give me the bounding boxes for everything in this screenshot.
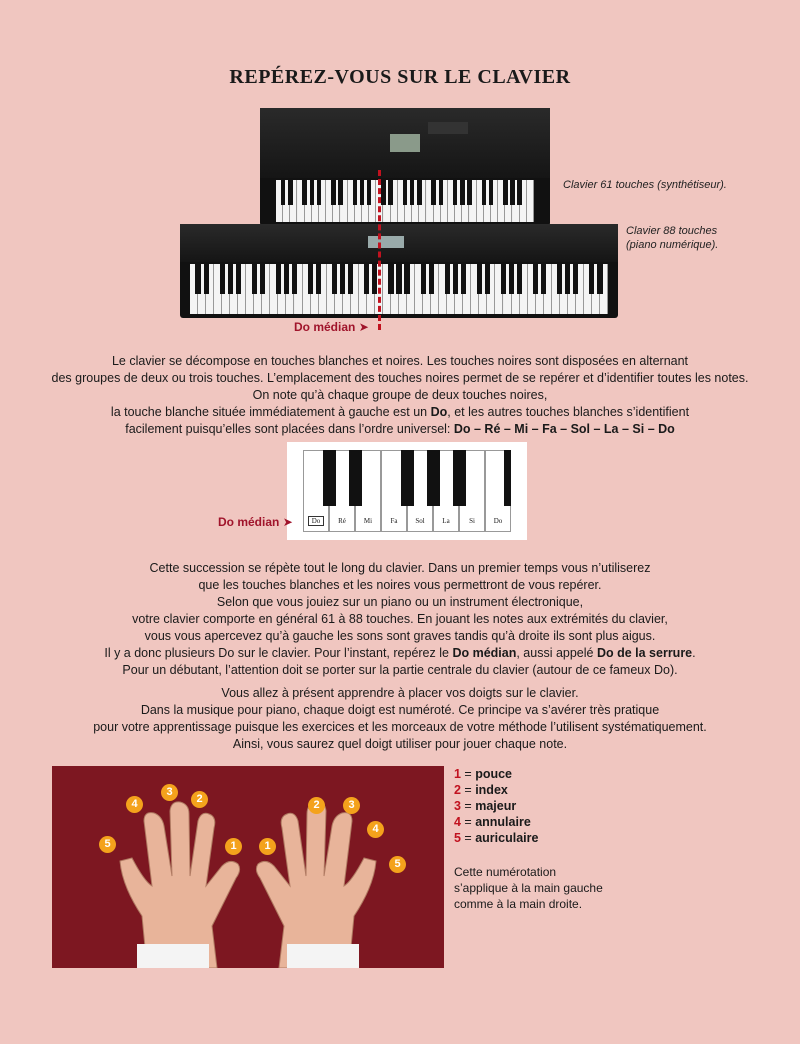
finger-badge-right-1: 1	[259, 838, 276, 855]
diagram-note-label: Sol	[415, 517, 425, 525]
finger-badge-right-2: 2	[308, 797, 325, 814]
para2-line5: vous vous apercevez qu’à gauche les sons sont graves tandis qu’à droite ils sont plus aigus.	[144, 629, 656, 643]
arrow-right-icon: ➤	[358, 320, 369, 334]
black-key	[252, 264, 257, 294]
black-key	[485, 264, 490, 294]
black-key	[364, 264, 369, 294]
black-key	[228, 264, 233, 294]
finger-badge-right-5: 5	[389, 856, 406, 873]
black-key	[533, 264, 538, 294]
do-serrure-bold: Do de la serrure	[596, 646, 693, 660]
para2-line6-a: Il y a donc plusieurs Do sur le clavier. Pour l’instant, repérez le	[104, 646, 453, 660]
black-key	[453, 180, 458, 205]
black-key	[260, 264, 265, 294]
para1-line4-text: la touche blanche située immédiatement à gauche est un	[110, 405, 431, 419]
note-line2: s’applique à la main gauche	[454, 881, 603, 895]
median-label-text-2: Do médian	[218, 515, 280, 529]
fingers-paragraph	[30, 685, 770, 753]
black-key	[517, 264, 522, 294]
diagram-note-label: Do	[493, 517, 503, 525]
hands-illustration	[52, 766, 444, 968]
white-key	[527, 180, 534, 222]
black-key	[388, 264, 393, 294]
black-key	[517, 180, 522, 205]
para1-line2: des groupes de deux ou trois touches. L’emplacement des touches noires permet de se repérer et d’identifier toutes les notes.	[51, 371, 749, 385]
black-key	[557, 264, 562, 294]
note-line3: comme à la main droite.	[454, 897, 583, 911]
octave-diagram	[287, 442, 527, 540]
diagram-black-key	[453, 450, 466, 506]
median-do-label-top	[294, 320, 369, 334]
diagram-black-key	[401, 450, 414, 506]
black-key	[509, 264, 514, 294]
legend-name-3: majeur	[475, 799, 517, 813]
hands-image	[52, 766, 444, 968]
para1-line5-text: facilement puisqu’elles sont placées dans l’ordre universel:	[125, 422, 454, 436]
black-key	[429, 264, 434, 294]
para1-line5	[30, 421, 770, 438]
legend-num-5: 5	[454, 831, 461, 845]
finger-badge-left-5: 5	[99, 836, 116, 853]
legend-item-1: 1 = pouce	[454, 767, 513, 781]
para2-line6	[30, 645, 770, 662]
legend-name-4: annulaire	[475, 815, 531, 829]
black-key	[338, 180, 343, 205]
legend-num-4: 4	[454, 815, 461, 829]
caption-88-line2: (piano numérique).	[626, 239, 719, 251]
black-key	[501, 264, 506, 294]
diagram-note-label: La	[442, 517, 450, 525]
black-key	[367, 180, 372, 205]
black-key	[510, 180, 515, 205]
black-key	[381, 180, 386, 205]
para2-line2: que les touches blanches et les noires vous permettront de vous repérer.	[198, 578, 602, 592]
black-key	[541, 264, 546, 294]
para3-line2: Dans la musique pour piano, chaque doigt est numéroté. Ce principe va s’avérer très pratique	[140, 703, 660, 717]
intro-paragraph	[30, 353, 770, 438]
black-key	[445, 264, 450, 294]
legend-num-1: 1	[454, 767, 461, 781]
arrow-right-icon: ➤	[282, 515, 293, 529]
diagram-note-label: Fa	[390, 517, 398, 525]
para1-line1: Le clavier se décompose en touches blanches et noires. Les touches noires sont disposées en alternant	[111, 354, 689, 368]
black-key	[302, 180, 307, 205]
finger-badge-left-4: 4	[126, 796, 143, 813]
median-label-text: Do médian	[294, 320, 356, 334]
black-key	[310, 180, 315, 205]
diagram-black-key	[504, 450, 511, 506]
para3-line3: pour votre apprentissage puisque les exercices et les morceaux de votre méthode l’utilisent systématiquement.	[93, 720, 707, 734]
para3-line4: Ainsi, vous saurez quel doigt utiliser pour jouer chaque note.	[232, 737, 568, 751]
para2-line7: Pour un débutant, l’attention doit se porter sur la partie centrale du clavier (autour de ce fameux Do).	[122, 663, 678, 677]
black-key	[439, 180, 444, 205]
finger-badge-right-4: 4	[367, 821, 384, 838]
black-key	[281, 180, 286, 205]
finger-badge-left-1: 1	[225, 838, 242, 855]
black-key	[372, 264, 377, 294]
black-key	[317, 180, 322, 205]
para2-line6-e: .	[692, 646, 696, 660]
black-key	[421, 264, 426, 294]
legend-name-1: pouce	[475, 767, 513, 781]
black-key	[292, 264, 297, 294]
para3-line1: Vous allez à présent apprendre à placer vos doigts sur le clavier.	[221, 686, 579, 700]
black-key	[276, 264, 281, 294]
keyboard-61-image	[260, 108, 550, 226]
black-key	[288, 180, 293, 205]
black-key	[195, 264, 200, 294]
keyboard-88-image	[180, 224, 618, 318]
finger-badge-right-3: 3	[343, 797, 360, 814]
finger-badge-left-3: 3	[161, 784, 178, 801]
para1-line4	[30, 404, 770, 421]
black-key	[573, 264, 578, 294]
black-key	[396, 264, 401, 294]
median-do-marker	[378, 170, 381, 330]
diagram-note-label: Mi	[363, 517, 373, 525]
black-key	[340, 264, 345, 294]
finger-badge-left-2: 2	[191, 791, 208, 808]
black-key	[332, 264, 337, 294]
do-bold: Do	[430, 405, 448, 419]
note-order-bold: Do – Ré – Mi – Fa – Sol – La – Si – Do	[453, 422, 675, 436]
black-key	[503, 180, 508, 205]
legend-item-5: 5 = auriculaire	[454, 831, 539, 845]
caption-88-line1: Clavier 88 touches	[626, 225, 718, 237]
black-key	[467, 180, 472, 205]
diagram-note-label: Ré	[338, 517, 346, 525]
black-key	[284, 264, 289, 294]
black-key	[316, 264, 321, 294]
black-key	[565, 264, 570, 294]
caption-61: Clavier 61 touches (synthétiseur).	[563, 179, 727, 191]
black-key	[431, 180, 436, 205]
black-key	[482, 180, 487, 205]
legend-name-5: auriculaire	[475, 831, 539, 845]
legend-num-2: 2	[454, 783, 461, 797]
black-key	[308, 264, 313, 294]
para2-line4: votre clavier comporte en général 61 à 88 touches. En jouant les notes aux extrémités du clavier,	[132, 612, 668, 626]
legend-name-2: index	[475, 783, 508, 797]
black-key	[388, 180, 393, 205]
legend-item-4: 4 = annulaire	[454, 815, 531, 829]
page-title: REPÉREZ-VOUS SUR LE CLAVIER	[229, 66, 571, 88]
para2-line3: Selon que vous jouiez sur un piano ou un instrument électronique,	[216, 595, 584, 609]
diagram-note-label: Do	[304, 517, 328, 525]
black-key	[460, 180, 465, 205]
black-key	[417, 180, 422, 205]
black-key	[597, 264, 602, 294]
legend-item-2: 2 = index	[454, 783, 508, 797]
black-key	[331, 180, 336, 205]
caption-88	[626, 224, 718, 252]
diagram-black-key	[427, 450, 440, 506]
black-key	[360, 180, 365, 205]
finger-legend	[454, 766, 538, 846]
black-key	[489, 180, 494, 205]
median-do-label-diagram	[218, 515, 293, 529]
black-key	[403, 180, 408, 205]
black-key	[220, 264, 225, 294]
diagram-black-key	[323, 450, 336, 506]
black-key	[461, 264, 466, 294]
black-key	[204, 264, 209, 294]
para2-line1: Cette succession se répète tout le long du clavier. Dans un premier temps vous n’utiliserez	[149, 561, 651, 575]
diagram-note-label: Si	[469, 517, 475, 525]
numbering-note	[454, 864, 603, 912]
note-line1: Cette numérotation	[454, 865, 557, 879]
para2-line6-c: , aussi appelé	[516, 646, 597, 660]
black-key	[453, 264, 458, 294]
black-key	[404, 264, 409, 294]
black-key	[477, 264, 482, 294]
black-key	[589, 264, 594, 294]
diagram-black-key	[349, 450, 362, 506]
range-paragraph	[30, 560, 770, 679]
legend-item-3: 3 = majeur	[454, 799, 517, 813]
black-key	[353, 180, 358, 205]
black-key	[236, 264, 241, 294]
do-median-bold: Do médian	[452, 646, 517, 660]
para1-line3: On note qu’à chaque groupe de deux touches noires,	[252, 388, 548, 402]
black-key	[348, 264, 353, 294]
black-key	[410, 180, 415, 205]
para1-line4-end: , et les autres touches blanches s’identifient	[447, 405, 690, 419]
legend-num-3: 3	[454, 799, 461, 813]
